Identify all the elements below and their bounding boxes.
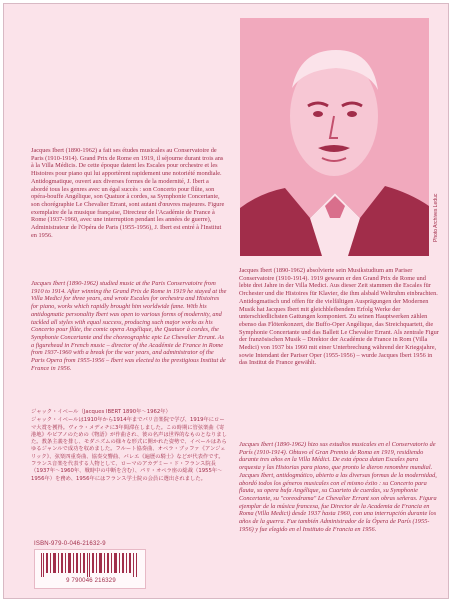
biography-french: [31, 147, 227, 245]
barcode-bars: [41, 553, 139, 577]
biography-french-text: Jacques Ibert (1890-1962) a fait ses études musicales au Conservatoire de Paris (1910-1914). Grand Prix de Rome en 1919, il séjourne durant trois ans à la Villa Médicis. De cette époque datent les Escales pour orchestre et les Histoires pour piano qui lui apportèrent rapidement une notoriété mondiale. Antidogmatique, ouvert aux diverses formes de la modernité, J. Ibert a abordé tous les genres avec un égal succès : son Concerto pour flûte, son opéra-bouffe Angélique, son Quatuor à cordes, sa Symphonie Concertante, son chorégraphie Le Chevalier Errant, sont autant d'œuvres majeures. Figure exemplaire de la musique française, Directeur de l'Académie de France à Rome (1937-1960, avec une interruption pendant les années de guerre), Administrateur de l'Opéra de Paris (1955-1956), J. Ibert est entré à l'Institut en 1956.: [31, 147, 225, 239]
biography-japanese: [31, 409, 227, 489]
back-cover-page: [3, 3, 449, 599]
biography-german-text: Jacques Ibert (1890-1962) absolvierte sein Musikstudium am Pariser Conservatoire (1910-1914). 1919 gewann er den Grand Prix de Rome und lebte drei Jahre in der Villa Medici. Aus dieser Zeit stammen die Escales für Orchester und die Histoires für Klavier, die ihm alsbald Weltruhm einbrachten. Antidogmatisch und offen für die vielfältigen Ausprägungen der Modernen Musik hat Jacques Ibert mit gleichbleibendem Erfolg Werke der unterschiedlichsten Gattungen komponiert. Zu seinen Hauptwerken zählen ebenso das Flötenkonzert, die Buffo-Oper Angélique, das Streichquartett, die Symphonie Concertante und das Ballett Le Chevalier Errant. Als zentrale Figur der französischen Musik – Direktor der Académie de France in Rom (Villa Medici) von 1937 bis 1960 mit einer Unterbrechung während der Kriegsjahre, sowie Intendant der Pariser Oper (1955-1956) – wurde Jacques Ibert 1956 in das Institut de France gewählt.: [239, 267, 439, 367]
portrait-photo: [240, 18, 429, 256]
biography-japanese-text: ジャック・イベールは1910年から1914年までパリ音楽院で学び、1919年にローマ大賞を獲得。ヴィラ・メディチに3年間滞在しました。この時期に管弦楽曲《寄港地》やピアノのための《物語》が作曲され、彼の名声は世界的なものとなりました。教条主義を排し、モダニズムの様々な形式に開かれた姿勢で、イベールはあらゆるジャンルで成功を収めました。フルート協奏曲、オペラ・ブッファ《アンジェリック》、弦楽四重奏曲、協奏交響曲、バレエ《遍歴の騎士》などが代表作です。フランス音楽を代表する人物として、ローマのアカデミー・ド・フランス院長（1937年〜1960年、戦時中の中断を含む）、パリ・オペラ座の総裁（1955年〜1956年）を務め、1956年にはフランス学士院の会員に選出されました。: [31, 417, 227, 482]
isbn-label: ISBN-979-0-046-21632-9: [34, 541, 106, 547]
biography-german: [239, 267, 439, 373]
biography-english: [31, 280, 227, 378]
biography-english-text: Jacques Ibert (1890-1962) studied music at the Paris Conservatoire from 1910 to 1914. After winning the Grand Prix de Rome in 1919 he stayed at the Villa Medici for three years, and wrote Escales for orchestra and Histoires for piano, works which rapidly brought him worldwide fame. With his antidogmatic personality Ibert was open to various forms of modernity, and tackled all styles with equal success, producing such major works as his Concerto pour flûte, the comic opera Angélique, the Quatuor à cordes, the Symphonie Concertante and the choreographic epic Le Chevalier Errant. As a figurehead in French music – director of the Académie de France in Rome from 1937-1960 with a break for the war years, and administrator of the Paris Opera from 1955-1956 – Ibert was elected to the prestigious Institut de France in 1956.: [31, 280, 227, 372]
barcode: [34, 549, 146, 589]
biography-spanish-text: Jacques Ibert (1890-1962) hizo sus estudios musicales en el Conservatorio de París (1910-1914). Obtuvo el Gran Premio de Roma en 1919, residiendo durante tres años en la Villa Médici. De esta época datan Escales para orquesta y las Historias para piano, que pronto le dieron renombre mundial. Jacques Ibert, antidogmático, abierto a las diversas formas de la modernidad, abordó todos los géneros musicales con el mismo éxito : su Concerto para flauta, su opera bufa Angélique, su Cuarteto de cuerdas, su Symphonie Concertante, su "coreodrama" Le Chevalier Errant son obras señeras. Figura ejemplar de la música francesa, fue Director de la Academia de Francia en Roma (Villa Medici) desde 1937 hasta 1960, con una interrupción durante los años de la guerra. Fue también Administrador de la Ópera de París (1955-1956) y fue elegido en el Instituto de Francia en 1956.: [239, 441, 437, 533]
photo-credit: Photo Archives Leduc: [433, 193, 439, 242]
barcode-digits: 9 790046 216329: [66, 578, 116, 584]
biography-spanish: [239, 441, 439, 539]
biography-japanese-heading: ジャック・イベール（Jacques IBERT 1890年〜1962年）: [31, 409, 171, 415]
portrait-illustration: [240, 18, 429, 256]
